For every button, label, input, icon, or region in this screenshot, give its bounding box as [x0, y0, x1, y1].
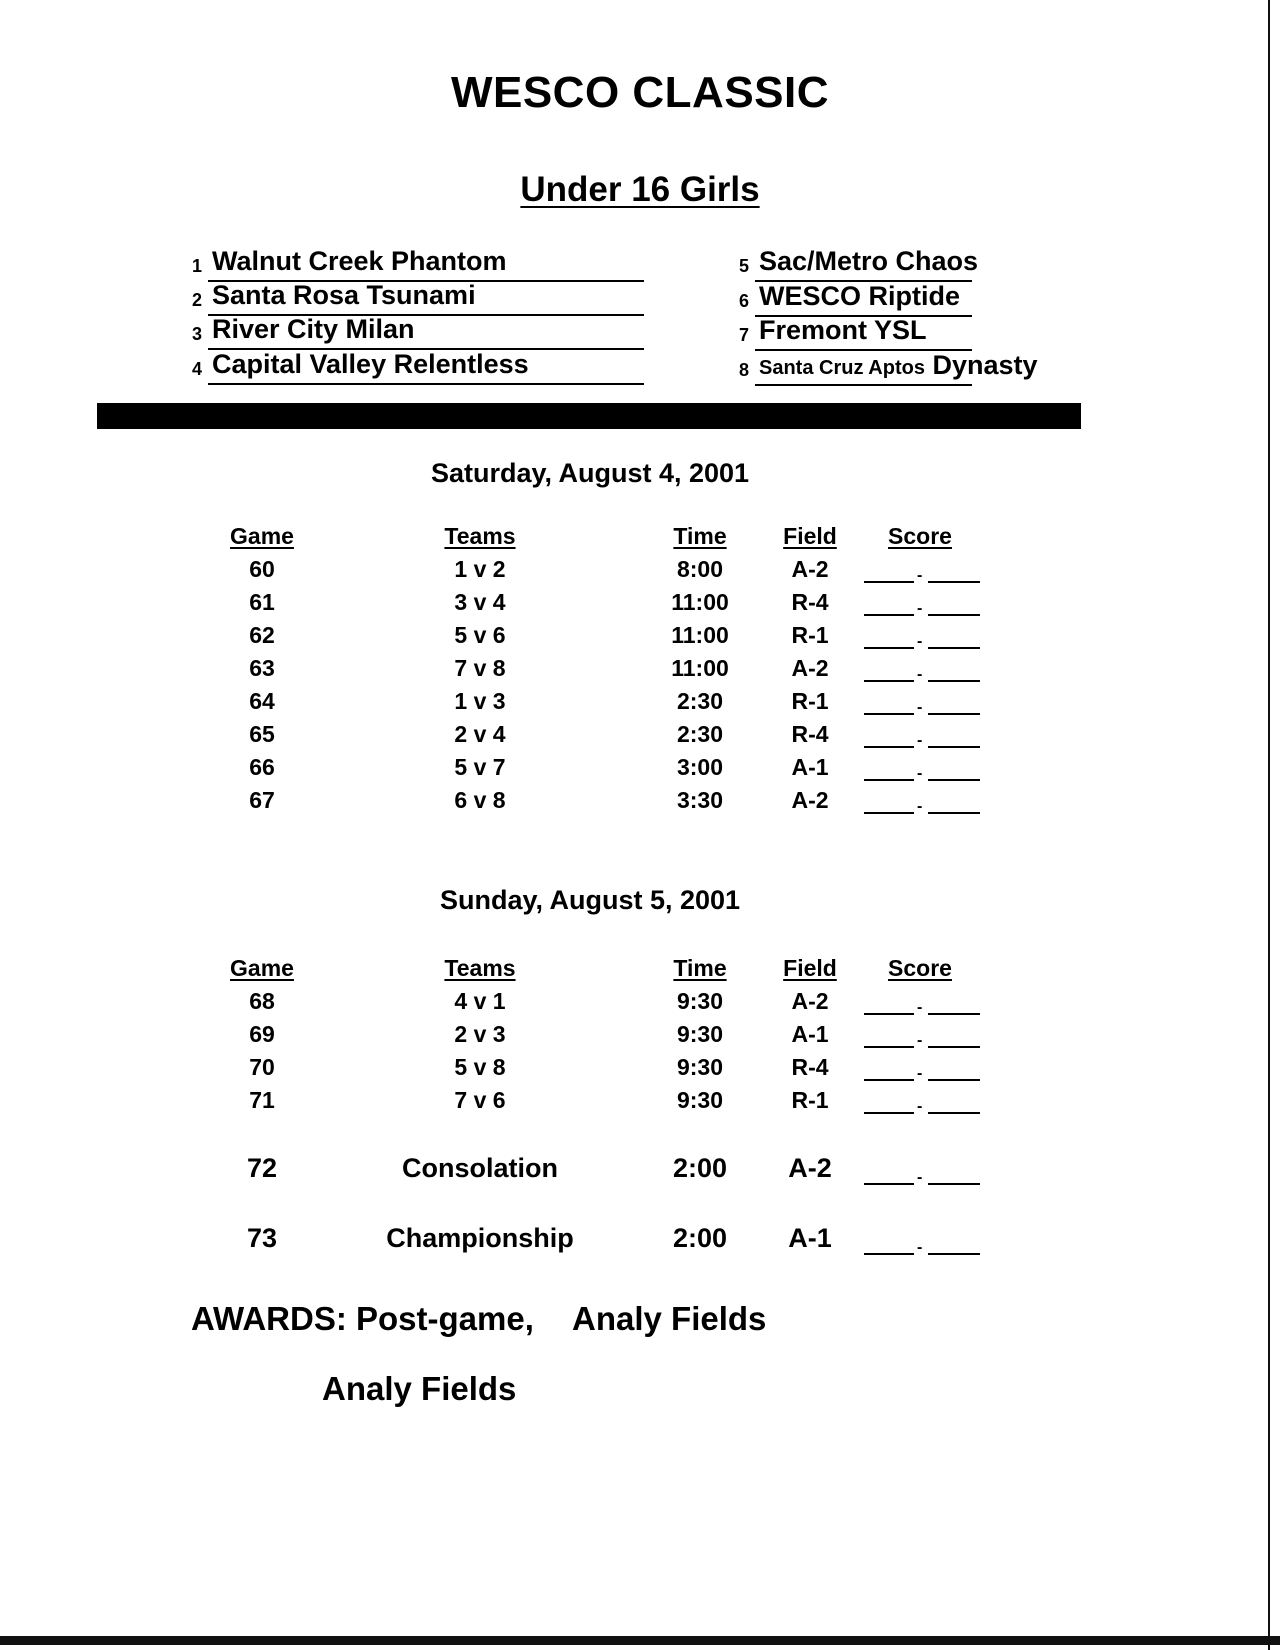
score-blank — [864, 633, 980, 650]
score-blank — [864, 765, 980, 782]
score-blank — [864, 567, 980, 584]
game-teams: 7 v 6 — [454, 1087, 506, 1113]
team-name-large: Dynasty — [932, 350, 1038, 380]
score-dash: - — [917, 765, 923, 782]
game-number: 63 — [249, 655, 275, 681]
game-time: 9:30 — [676, 988, 724, 1014]
team-entry — [192, 280, 644, 316]
game-teams: 7 v 8 — [454, 655, 506, 681]
game-time: 8:00 — [676, 556, 724, 582]
header-time: Time — [673, 523, 727, 549]
score-dash: - — [917, 666, 923, 683]
game-number: 71 — [249, 1087, 275, 1113]
document-title: WESCO CLASSIC — [450, 68, 830, 117]
header-field: Field — [783, 955, 837, 981]
game-field: R-4 — [791, 721, 829, 747]
game-number: 60 — [249, 556, 275, 582]
score-dash: - — [917, 633, 923, 650]
game-teams: 3 v 4 — [454, 589, 506, 615]
score-blank — [864, 798, 980, 815]
game-field: R-1 — [791, 688, 829, 714]
game-time: 3:30 — [676, 787, 724, 813]
game-number: 73 — [246, 1223, 278, 1253]
game-number: 68 — [249, 988, 275, 1014]
awards-location-2: Analy Fields — [322, 1370, 517, 1407]
game-field: R-1 — [791, 622, 829, 648]
score-dash: - — [917, 600, 923, 617]
team-entry — [739, 315, 972, 351]
team-entry — [192, 246, 644, 282]
game-time: 9:30 — [676, 1087, 724, 1113]
header-score: Score — [888, 523, 952, 549]
game-number: 72 — [246, 1153, 278, 1183]
team-name: WESCO Riptide — [759, 281, 960, 311]
game-teams: 1 v 2 — [454, 556, 506, 582]
game-number: 64 — [249, 688, 275, 714]
score-dash: - — [917, 699, 923, 716]
team-number: 3 — [192, 324, 203, 344]
header-game: Game — [230, 523, 294, 549]
game-number: 65 — [249, 721, 275, 747]
score-dash: - — [917, 798, 923, 815]
game-field: A-1 — [788, 1223, 832, 1253]
team-name: River City Milan — [212, 314, 415, 344]
team-name — [759, 350, 1038, 381]
saturday-title: Saturday, August 4, 2001 — [430, 458, 750, 488]
team-name-small: Santa Cruz Aptos — [759, 357, 925, 379]
team-entry — [739, 246, 979, 282]
game-number: 67 — [249, 787, 275, 813]
score-blank — [864, 1098, 980, 1115]
game-teams: 4 v 1 — [454, 988, 506, 1014]
score-blank — [864, 1065, 980, 1082]
team-underline — [755, 384, 972, 386]
team-name: Santa Rosa Tsunami — [212, 280, 476, 310]
score-dash: - — [917, 732, 923, 749]
game-teams: 1 v 3 — [454, 688, 506, 714]
game-field: R-1 — [791, 1087, 829, 1113]
score-blank — [864, 1169, 980, 1186]
sunday-title: Sunday, August 5, 2001 — [439, 885, 741, 915]
game-field: A-2 — [788, 1153, 832, 1183]
game-teams: 2 v 3 — [454, 1021, 506, 1047]
divider-bar — [97, 403, 1081, 429]
team-number: 1 — [192, 256, 203, 276]
score-dash: - — [917, 1169, 923, 1186]
team-number: 7 — [739, 325, 750, 345]
game-teams: 5 v 8 — [454, 1054, 506, 1080]
header-teams: Teams — [444, 523, 516, 549]
division-title — [0, 170, 1280, 210]
game-teams: Consolation — [402, 1153, 558, 1183]
score-blank — [864, 600, 980, 617]
game-time: 11:00 — [671, 655, 729, 681]
score-dash: - — [917, 567, 923, 584]
header-time: Time — [673, 955, 727, 981]
game-time: 9:30 — [676, 1054, 724, 1080]
game-number: 61 — [249, 589, 275, 615]
header-game: Game — [230, 955, 294, 981]
game-teams: 5 v 7 — [454, 754, 506, 780]
score-dash: - — [917, 1032, 923, 1049]
page-border-bottom — [0, 1636, 1280, 1645]
score-blank — [864, 666, 980, 683]
game-time: 11:00 — [671, 622, 729, 648]
game-teams: 5 v 6 — [454, 622, 506, 648]
game-time: 3:00 — [676, 754, 724, 780]
game-time: 2:30 — [676, 688, 724, 714]
game-field: R-4 — [791, 1054, 829, 1080]
score-dash: - — [917, 1098, 923, 1115]
game-teams: Championship — [386, 1223, 574, 1253]
game-time: 11:00 — [671, 589, 729, 615]
team-number: 2 — [192, 290, 203, 310]
game-teams: 2 v 4 — [454, 721, 506, 747]
team-number: 4 — [192, 359, 203, 379]
game-field: A-2 — [791, 787, 829, 813]
score-dash: - — [917, 1239, 923, 1256]
team-number: 8 — [739, 360, 750, 380]
header-teams: Teams — [444, 955, 516, 981]
team-name: Capital Valley Relentless — [212, 349, 529, 379]
score-dash: - — [917, 1065, 923, 1082]
team-underline — [208, 383, 644, 385]
team-name: Fremont YSL — [759, 315, 927, 345]
header-score: Score — [888, 955, 952, 981]
game-field: A-2 — [791, 988, 829, 1014]
score-blank — [864, 1239, 980, 1256]
game-field: A-2 — [791, 655, 829, 681]
game-time: 2:30 — [676, 721, 724, 747]
score-blank — [864, 999, 980, 1016]
game-number: 62 — [249, 622, 275, 648]
game-field: A-2 — [791, 556, 829, 582]
game-number: 66 — [249, 754, 275, 780]
team-number: 5 — [739, 256, 750, 276]
team-number: 6 — [739, 291, 750, 311]
game-time: 2:00 — [672, 1153, 728, 1183]
awards-location: Analy Fields — [572, 1300, 767, 1337]
game-field: R-4 — [791, 589, 829, 615]
score-dash: - — [917, 999, 923, 1016]
game-time: 2:00 — [672, 1223, 728, 1253]
game-field: A-1 — [791, 754, 829, 780]
team-entry — [739, 281, 972, 317]
team-entry — [192, 349, 644, 385]
header-field: Field — [783, 523, 837, 549]
score-blank — [864, 699, 980, 716]
team-name: Sac/Metro Chaos — [759, 246, 979, 276]
page-border-right — [1268, 0, 1270, 1650]
game-time: 9:30 — [676, 1021, 724, 1047]
team-entry — [192, 314, 644, 350]
awards-label: AWARDS: Post-game, — [191, 1300, 534, 1337]
game-teams: 6 v 8 — [454, 787, 506, 813]
team-name: Walnut Creek Phantom — [212, 246, 507, 276]
score-blank — [864, 732, 980, 749]
division-title-text: Under 16 Girls — [520, 170, 760, 209]
team-entry — [739, 350, 1038, 386]
score-blank — [864, 1032, 980, 1049]
game-number: 69 — [249, 1021, 275, 1047]
game-number: 70 — [249, 1054, 275, 1080]
game-field: A-1 — [791, 1021, 829, 1047]
